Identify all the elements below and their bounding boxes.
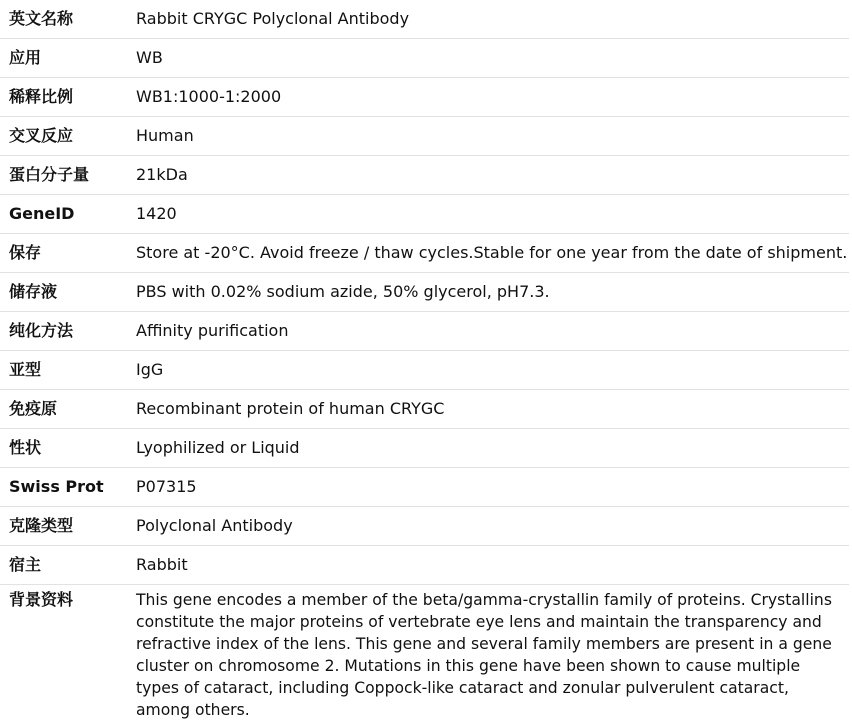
spec-label: 克隆类型	[0, 507, 136, 546]
spec-row-storage	[0, 234, 849, 273]
spec-row-purification	[0, 312, 849, 351]
spec-row-cross-reactivity	[0, 117, 849, 156]
spec-label: 应用	[0, 39, 136, 78]
spec-label: GeneID	[0, 195, 136, 234]
spec-row-swiss-prot	[0, 468, 849, 507]
spec-row-host	[0, 546, 849, 585]
spec-value: Human	[136, 117, 849, 156]
spec-row-immunogen	[0, 390, 849, 429]
spec-label: 背景资料	[9, 590, 74, 609]
spec-label: 交叉反应	[0, 117, 136, 156]
spec-value: WB1:1000-1:2000	[136, 78, 849, 117]
spec-label: 亚型	[0, 351, 136, 390]
spec-label: 稀释比例	[0, 78, 136, 117]
spec-value: Affinity purification	[136, 312, 849, 351]
spec-row-background	[0, 585, 849, 722]
spec-value: Lyophilized or Liquid	[136, 429, 849, 468]
spec-value: IgG	[136, 351, 849, 390]
spec-label: 储存液	[0, 273, 136, 312]
spec-value: Polyclonal Antibody	[136, 507, 849, 546]
spec-label: 纯化方法	[0, 312, 136, 351]
spec-row-application	[0, 39, 849, 78]
spec-row-clonality	[0, 507, 849, 546]
spec-row-gene-id	[0, 195, 849, 234]
spec-row-molecular-weight	[0, 156, 849, 195]
spec-value: Recombinant protein of human CRYGC	[136, 390, 849, 429]
background-description: This gene encodes a member of the beta/gamma-crystallin family of proteins. Crystallins constitute the major proteins of vertebrate eye lens and maintain the transparency and refractive index of the lens. This gene and several family members are present in a gene cluster on chromosome 2. Mutations in this gene have been shown to cause multiple types of cataract, including Coppock-like cataract and zonular pulverulent cataract, among others.	[136, 591, 832, 719]
spec-value: Rabbit CRYGC Polyclonal Antibody	[136, 0, 849, 39]
spec-value: WB	[136, 39, 849, 78]
spec-row-buffer	[0, 273, 849, 312]
spec-label: 宿主	[0, 546, 136, 585]
spec-row-dilution	[0, 78, 849, 117]
spec-value: Rabbit	[136, 546, 849, 585]
spec-value: PBS with 0.02% sodium azide, 50% glycerol, pH7.3.	[136, 273, 849, 312]
spec-value: 21kDa	[136, 156, 849, 195]
spec-row-isotype	[0, 351, 849, 390]
spec-label: 英文名称	[0, 0, 136, 39]
spec-label: 保存	[0, 234, 136, 273]
spec-value: Store at -20°C. Avoid freeze / thaw cycles.Stable for one year from the date of shipment.	[136, 234, 849, 273]
spec-label: Swiss Prot	[0, 468, 136, 507]
spec-value: 1420	[136, 195, 849, 234]
spec-label: 蛋白分子量	[0, 156, 136, 195]
spec-value: P07315	[136, 468, 849, 507]
spec-label: 免疫原	[0, 390, 136, 429]
spec-row-form	[0, 429, 849, 468]
spec-label: 性状	[0, 429, 136, 468]
spec-row-english-name	[0, 0, 849, 39]
